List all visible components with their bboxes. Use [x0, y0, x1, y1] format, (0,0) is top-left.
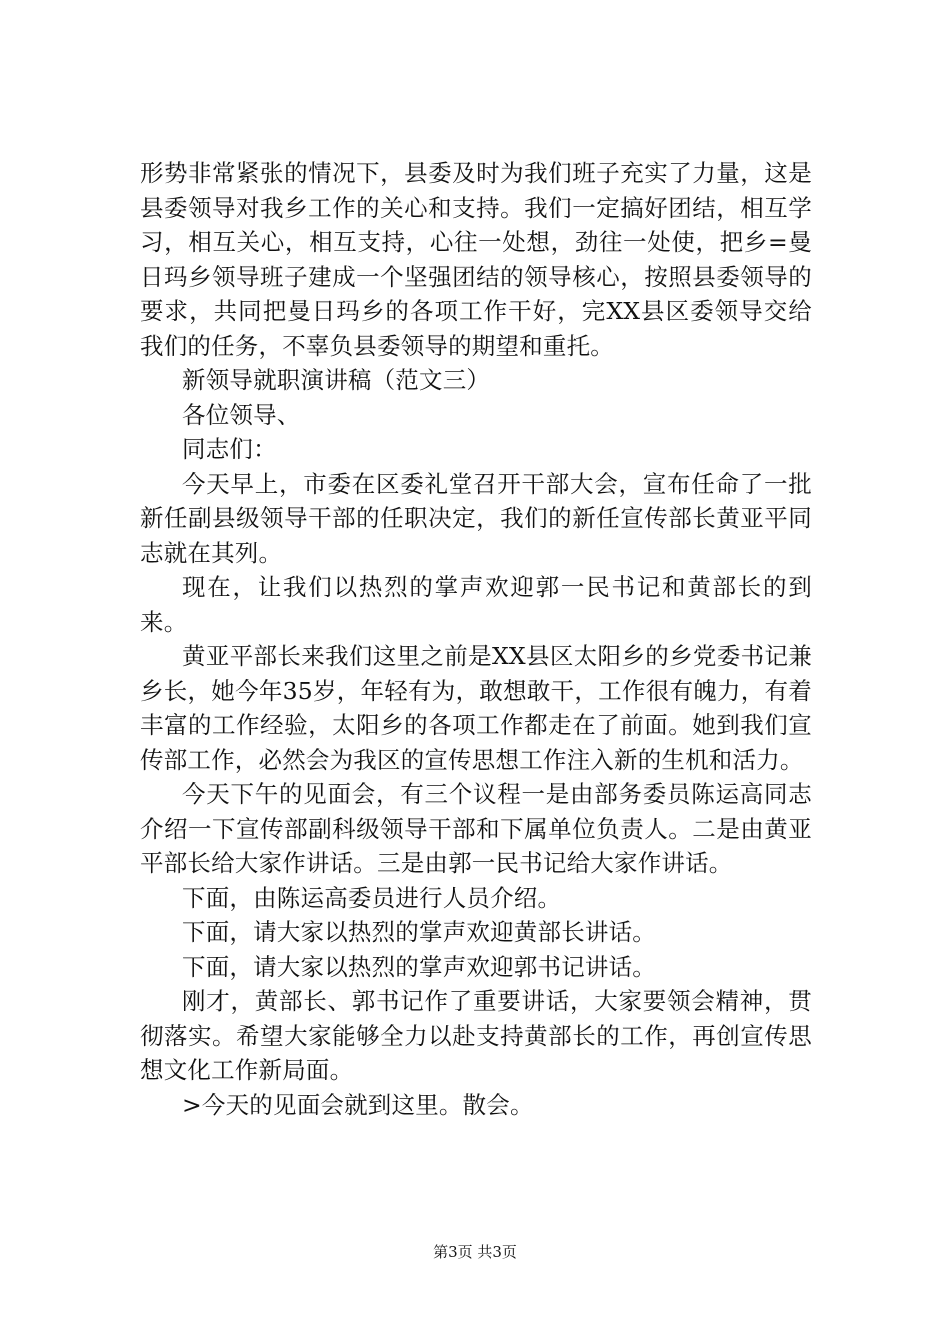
paragraph: 形势非常紧张的情况下，县委及时为我们班子充实了力量，这是县委领导对我乡工作的关心和支持。我们一定搞好团结，相互学习，相互关心，相互支持，心往一处想，劲往一处使，把乡=曼日玛乡领导班子建成一个坚强团结的领导核心，按照县委领导的要求，共同把曼日玛乡的各项工作干好，完XX县区委领导交给我们的任务，不辜负县委领导的期望和重托。	[140, 159, 812, 360]
paragraph: 下面，请大家以热烈的掌声欢迎郭书记讲话。	[182, 952, 656, 981]
paragraph: 现在，让我们以热烈的掌声欢迎郭一民书记和黄部长的到来。	[140, 573, 812, 636]
closing-paragraph: >今天的见面会就到这里。散会。	[182, 1090, 534, 1119]
paragraph: 今天下午的见面会，有三个议程一是由部务委员陈运高同志介绍一下宣传部副科级领导干部和下属单位负责人。二是由黄亚平部长给大家作讲话。三是由郭一民书记给大家作讲话。	[140, 780, 812, 877]
speech-title: 新领导就职演讲稿（范文三）	[182, 366, 491, 394]
paragraph: 下面，请大家以热烈的掌声欢迎黄部长讲话。	[182, 918, 656, 946]
paragraph: 黄亚平部长来我们这里之前是XX县区太阳乡的乡党委书记兼乡长，她今年35岁，年轻有为，敢想敢干，工作很有魄力，有着丰富的工作经验，太阳乡的各项工作都走在了前面。她到我们宣传部工作，必然会为我区的宣传思想工作注入新的生机和活力。	[140, 642, 812, 774]
document-body	[140, 156, 812, 1122]
paragraph: 今天早上，市委在区委礼堂召开干部大会，宣布任命了一批新任副县级领导干部的任职决定，我们的新任宣传部长黄亚平同志就在其列。	[140, 469, 812, 567]
salutation-leaders: 各位领导、	[182, 400, 301, 429]
page-footer: 第3页 共3页	[433, 1243, 517, 1261]
salutation-comrades: 同志们：	[182, 435, 277, 463]
paragraph: 下面，由陈运高委员进行人员介绍。	[182, 883, 562, 912]
paragraph: 刚才，黄部长、郭书记作了重要讲话，大家要领会精神，贯彻落实。希望大家能够全力以赴支持黄部长的工作，再创宣传思想文化工作新局面。	[140, 987, 812, 1084]
